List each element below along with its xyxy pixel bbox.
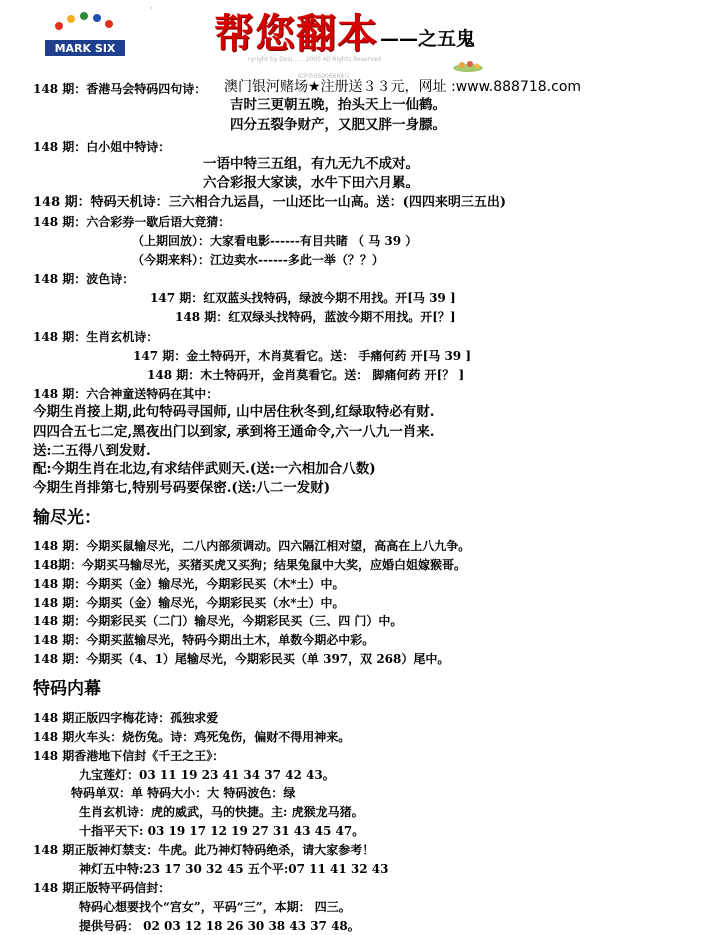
page-title: 帮您翻本 [214, 10, 378, 57]
inside-info-line: 十指平天下: 03 19 17 12 19 27 31 43 45 47。 [79, 824, 365, 838]
poem-line: 四四合五七二定,黑夜出门以到家, 承到将王通命令,六一八九一肖来. [33, 424, 435, 440]
lose-all-line: 148 期：今期买蓝输尽光，特码今期出土木，单数今期必中彩。 [33, 633, 375, 647]
inside-info-line: 148 期火车头：烧伤兔。诗：鸡死兔伤，偏财不得用神来。 [33, 730, 351, 744]
poem-line: 今期生肖排第七,特别号码要保密.(送:八二一发财) [33, 480, 331, 496]
poem-line: 吉时三更朝五晚，抬头天上一仙鹤。 [230, 97, 446, 113]
inside-info-line: 148 期香港地下信封《千王之王》： [33, 749, 225, 763]
inside-info-line: 148 期正版四字梅花诗：孤独求爱 [33, 711, 219, 725]
lose-all-line: 148 期：今期买（金）输尽光，今期彩民买（水*土）中。 [33, 596, 345, 610]
inside-info-line: 生肖玄机诗：虎的威武，马的快捷。主: 虎猴龙马猪。 [79, 805, 364, 819]
inside-info-line: 148 期正版特平码信封： [33, 881, 171, 895]
page-subtitle: ——之五鬼 [380, 28, 476, 50]
inside-info-line: 神灯五中特:23 17 30 32 45 五个平:07 11 41 32 43 [79, 862, 389, 876]
lose-all-line: 148 期：今期彩民买（二门）输尽光，今期彩民买（三、四 门）中。 [33, 614, 403, 628]
wave-color-line: 148 期：红双绿头找特码，蓝波今期不用找。开[？] [175, 310, 456, 324]
section-heading: 148 期：六合彩券一歇后语大竞猜： [33, 215, 231, 229]
copyright-watermark: ryright by Desi... ...2005 All Rights Reserved [248, 56, 382, 63]
logo-text: MARK SIX [54, 42, 116, 55]
poem-line: 送:二五得八到发财. [33, 443, 151, 459]
casino-ad-text: 澳门银河赌场★注册送３３元，网址 :www.888718.com [224, 79, 582, 95]
riddle-line: （今期来料）：江边卖水------多此一举（？？） [132, 253, 384, 267]
inside-info-line: 九宝莲灯：03 11 19 23 41 34 37 42 43。 [79, 768, 335, 782]
riddle-line: （上期回放）：大家看电影------有目共睹 （ 马 39 ） [132, 234, 418, 248]
lose-all-line: 148 期：今期买（4、1）尾输尽光，今期彩民买（单 397，双 268）尾中。 [33, 652, 450, 666]
tianji-poem-line: 148 期：特码天机诗：三六相合九运昌，一山还比一山高。送：(四四来明三五出) [33, 195, 506, 210]
section-title-lose-all: 输尽光： [33, 508, 101, 528]
poem-line: 今期生肖接上期,此句特码寻国师, 山中居住秋冬到,红绿取特必有财. [33, 404, 435, 420]
flower-graphic [452, 59, 484, 73]
header-dot: · [150, 4, 153, 14]
poem-line: 配:今期生肖在北边,有求结伴武则天.(送:一六相加合八数) [33, 461, 376, 477]
zodiac-line: 148 期：木土特码开，金肖莫看它。送： 脚痛何药 开[？ ] [147, 368, 465, 382]
poem-line: 四分五裂争财产，又肥又胖一身膘。 [230, 117, 446, 133]
inside-info-line: 148 期正版神灯禁支：牛虎。此乃神灯特码绝杀，请大家参考！ [33, 843, 375, 857]
poem-line: 六合彩报大家读，水牛下田六月累。 [203, 175, 419, 191]
icp-watermark: ICP备05006668号 [298, 73, 351, 80]
section-heading: 148 期：六合神童送特码在其中： [33, 387, 219, 401]
lose-all-line: 148 期：今期买（金）输尽光，今期彩民买（木*土）中。 [33, 577, 345, 591]
section-heading: 148 期：波色诗： [33, 272, 135, 286]
inside-info-line: 特码心想要找个“宫女”，平码“三”，本期： 四三。 [79, 900, 351, 914]
poem-line: 一语中特三五组，有九无九不成对。 [203, 156, 419, 172]
mark-six-logo-graphic [37, 6, 132, 64]
section-heading: 148 期：生肖玄机诗： [33, 330, 159, 344]
lose-all-line: 148期：今期买马输尽光，买猪买虎又买狗；结果兔鼠中大奖，应婚白姐嫁猴哥。 [33, 558, 467, 572]
section-heading: 148 期：白小姐中特诗： [33, 140, 171, 154]
inside-info-line: 特码单双：单 特码大小：大 特码波色：绿 [71, 786, 296, 800]
lose-all-line: 148 期：今期买鼠输尽光，二八内部须调动。四六隔江相对望，高高在上八九争。 [33, 539, 471, 553]
section-title-inside-info: 特码内幕 [33, 679, 101, 699]
decorative-flower-icon [452, 58, 484, 77]
inside-info-line: 提供号码： 02 03 12 18 26 30 38 43 37 48。 [79, 919, 360, 933]
zodiac-line: 147 期：金土特码开，木肖莫看它。送： 手痛何药 开[马 39 ] [133, 349, 471, 363]
mark-six-logo [37, 6, 132, 64]
hk-four-line-poem-heading: 148 期：香港马会特码四句诗： [33, 82, 207, 96]
wave-color-line: 147 期：红双蓝头找特码，绿波今期不用找。开[马 39 ] [150, 291, 456, 305]
